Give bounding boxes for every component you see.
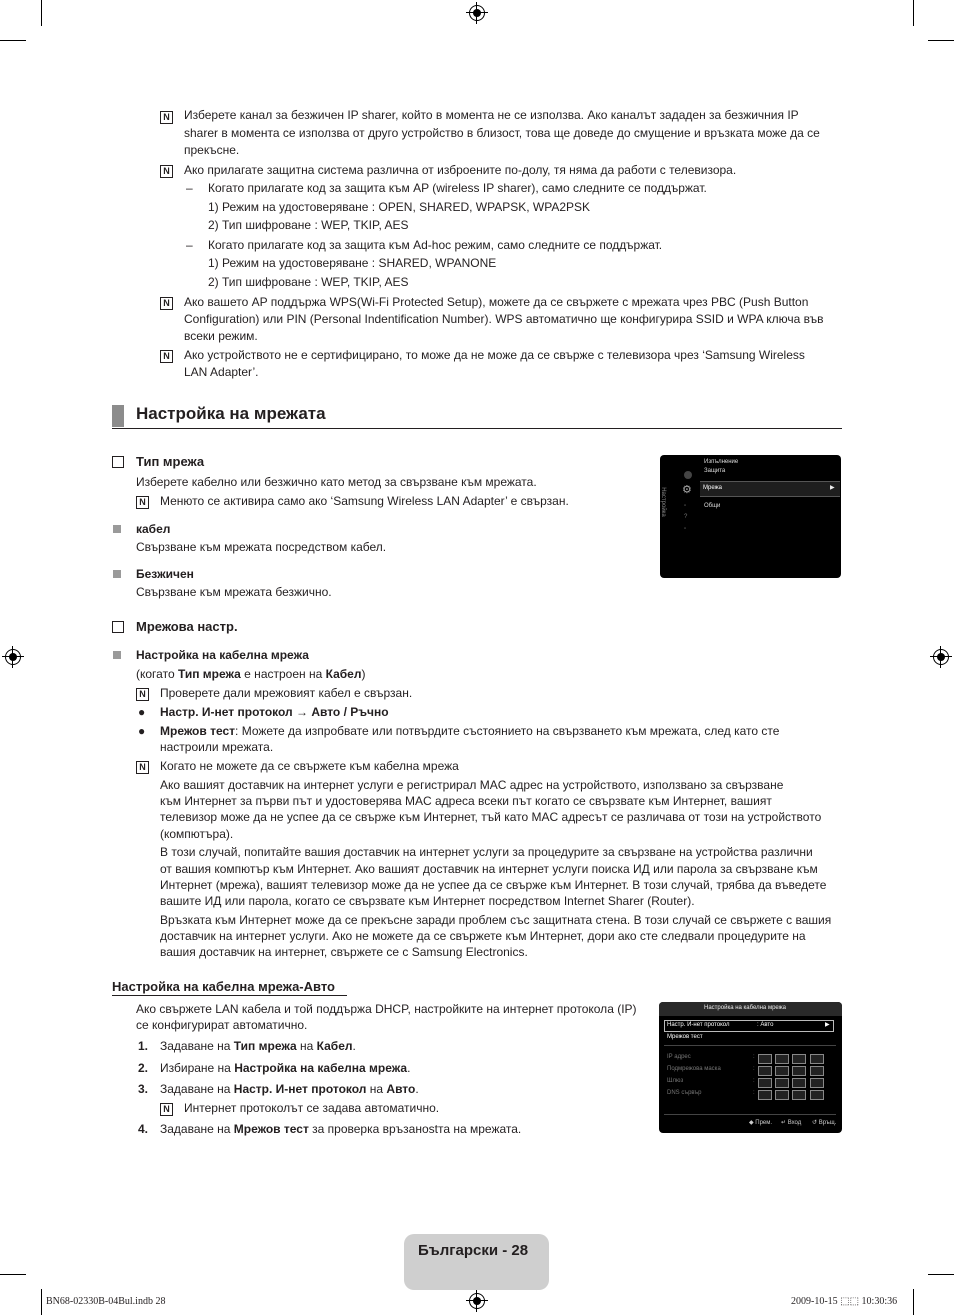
ip-octet-cell — [792, 1066, 806, 1076]
note-text: sharer в момента се използва от друго устройство в близост, това ще доведе до смущение и връзката може да се — [184, 126, 820, 140]
print-file: BN68-02330B-04Bul.indb 28 — [46, 1296, 166, 1307]
note-icon — [160, 165, 173, 178]
ip-field-label: Подмрежова маска — [667, 1066, 721, 1072]
note-text: 1) Режим на удостоверяване : SHARED, WPANONE — [208, 256, 497, 270]
ip-field-label: Шлюз — [667, 1078, 684, 1084]
print-date: 2009-10-15 ⬚⬚ 10:30:36 — [791, 1296, 898, 1307]
para-line: Връзката към Интернет може да се прекъсне заради проблем със защитната стена. В този случай се свържете с вашия — [160, 913, 832, 927]
ip-octet-cell — [758, 1078, 772, 1088]
crop-mark — [0, 40, 26, 41]
ip-octet-cell — [775, 1090, 789, 1100]
crop-mark — [928, 40, 954, 41]
tv-settings-menu — [660, 455, 841, 578]
divider — [664, 1114, 836, 1115]
note-text: LAN Adapter’. — [184, 365, 259, 379]
para-line: В този случай, попитайте вашия доставчик на интернет услуги за процедурите за свързване на устройства различни — [160, 845, 813, 859]
note-text: всеки режим. — [184, 329, 258, 343]
note-text: Ако прилагате защитна система различна от изброените по-долу, тя няма да работи с телевизора. — [184, 163, 737, 177]
protocol-label: Настр. И-нет протокол — [667, 1022, 730, 1028]
ip-octet-cell — [792, 1054, 806, 1064]
dash: – — [186, 181, 193, 195]
note-text: 2) Тип шифроване : WEP, TKIP, AES — [208, 218, 409, 232]
ip-octet-cell — [792, 1078, 806, 1088]
step-number: 2. — [138, 1061, 149, 1075]
registration-mark-icon — [5, 649, 21, 665]
section-bar — [112, 405, 124, 427]
square-bullet-icon — [113, 651, 121, 659]
para-line: от вашия компютър към Интернет. Ако вашият доставчик на интернет услуги поиска ИД или парола за свързване към — [160, 862, 818, 876]
network-test-item[interactable]: Мрежов тест — [667, 1034, 703, 1040]
wireless-title: Безжичен — [136, 567, 194, 581]
ip-octet-cell — [810, 1078, 824, 1088]
step-4: Задаване на Мрежов тест за проверка връзанostта на мрежата. — [160, 1122, 522, 1136]
protocol-row[interactable] — [664, 1020, 834, 1032]
arrow-right-icon: ▶ — [830, 485, 835, 491]
note-text: 1) Режим на удостоверяване : OPEN, SHARED, WPAPSK, WPA2PSK — [208, 200, 591, 214]
ip-octet-cell — [810, 1090, 824, 1100]
square-bullet-icon — [113, 570, 121, 578]
ip-octet-cell — [758, 1066, 772, 1076]
ip-octet-cell — [758, 1090, 772, 1100]
note-text: Ако вашето AP поддържа WPS(Wi-Fi Protected Setup), можете да се свържете с мрежата чрез PBC (Push Button — [184, 295, 809, 309]
colon: : — [753, 1066, 755, 1072]
step-3: Задаване на Настр. И-нет протокол на Авто. — [160, 1082, 419, 1096]
para-line: към Интернет за първи път и удостоверява MAC адреса всеки път когато се свързвате към Интернет, вашият — [160, 794, 772, 808]
dash: – — [186, 238, 193, 252]
cannot-connect-note: Когато не можете да се свържете към кабелна мрежа — [160, 759, 459, 773]
tv-menu-selection[interactable] — [700, 481, 840, 497]
ip-field-label: DNS сървър — [667, 1090, 702, 1096]
note-text: Изберете канал за безжичен IP sharer, който в момента не се използва. Ако каналът зададен за безжичния IP — [184, 108, 799, 122]
step-2: Избиране на Настройка на кабелна мрежа. — [160, 1061, 411, 1075]
para-line: вашите ИД или парола, когато се свързвате към Интернет посредством Internet Sharer (Router). — [160, 894, 695, 908]
note-text: прекъсне. — [184, 143, 240, 157]
square-bullet-icon — [113, 525, 121, 533]
section-title: Настройка на мрежата — [136, 404, 326, 423]
auto-heading: Настройка на кабелна мрежа-Авто — [112, 979, 335, 994]
step-number: 1. — [138, 1039, 149, 1053]
registration-mark-icon — [933, 649, 949, 665]
crop-mark — [913, 0, 914, 26]
para-line: телевизор може да не успее да се свърже към Интернет, тъй като MAC адресът се различава от този на устройството — [160, 810, 822, 824]
note-text: Ако устройството не е сертифицирано, то може да не може да се свърже с телевизора чрез ‘Samsung Wireless — [184, 348, 805, 362]
para-line: вашия доставчик на интернет, свържете се с Samsung Electronics. — [160, 945, 528, 959]
network-setup-heading: Мрежова настр. — [136, 619, 238, 634]
ip-octet-cell — [810, 1054, 824, 1064]
colon: : — [753, 1078, 755, 1084]
bullet-icon: ● — [138, 724, 146, 738]
network-type-note: Менюто се активира само ако ‘Samsung Wireless LAN Adapter’ е свързан. — [160, 494, 569, 508]
tv-menu-item[interactable]: Общи — [704, 503, 721, 509]
step-3-note: Интернет протоколът се задава автоматично. — [184, 1101, 440, 1115]
gear-icon: ⚙ — [682, 484, 692, 496]
checkbox-bullet-icon — [112, 621, 124, 633]
tv-menu-item[interactable]: Изпълнение — [704, 459, 739, 465]
auto-intro: се конфигурират автоматично. — [136, 1018, 308, 1032]
note-text: Когато прилагате код за защита към Ad-hoc режим, само следните се поддържат. — [208, 238, 663, 252]
ip-octet-cell — [792, 1090, 806, 1100]
tv-menu-item-selected: Мрежа — [703, 485, 722, 491]
check-note: Проверете дали мрежовият кабел е свързан. — [160, 686, 413, 700]
note-icon — [160, 1103, 173, 1116]
auto-heading-underline — [112, 995, 347, 996]
note-text: 2) Тип шифроване : WEP, TKIP, AES — [208, 275, 409, 289]
nav-return-hint: ↺ Връщ. — [812, 1120, 837, 1126]
para-line: доставчик на интернет услуги. Ако не можете да се свържете към Интернет, дори ако сте следвали процедурите на — [160, 929, 806, 943]
note-icon — [136, 688, 149, 701]
network-type-heading: Тип мрежа — [136, 454, 205, 469]
tv-input-icon: ▫ — [684, 503, 687, 509]
registration-mark-icon — [469, 5, 485, 21]
note-icon — [136, 496, 149, 509]
apps-icon: ▫ — [684, 526, 687, 532]
auto-intro: Ако свържете LAN кабела и той поддържа DHCP, настройките на интернет протокола (IP) — [136, 1002, 637, 1016]
crop-mark — [913, 1289, 914, 1315]
divider — [664, 1045, 836, 1046]
ip-octet-cell — [758, 1054, 772, 1064]
step-1: Задаване на Тип мрежа на Кабел. — [160, 1039, 356, 1053]
para-line: (компютъра). — [160, 827, 234, 841]
wired-title: Настройка на кабелна мрежа — [136, 648, 309, 662]
para-line: Интернет (мрежа), вашият телевизор може да не успее да се свърже към Интернет. В този случай, трябва да въведете — [160, 878, 827, 892]
crop-mark — [41, 0, 42, 26]
cable-title: кабел — [136, 522, 171, 536]
ip-octet-cell — [775, 1054, 789, 1064]
crop-mark — [928, 1274, 954, 1275]
note-text: Когато прилагате код за защита към AP (wireless IP sharer), само следните се поддържат. — [208, 181, 707, 195]
section-rule — [112, 428, 842, 429]
nav-move-hint: ◆ Прем. — [749, 1120, 773, 1126]
ip-field-label: IP адрес — [667, 1054, 691, 1060]
step-number: 4. — [138, 1122, 149, 1136]
note-icon — [136, 761, 149, 774]
test-bullet-line2: настроили мрежата. — [160, 740, 274, 754]
wired-condition: (когато Тип мрежа е настроен на Кабел) — [136, 667, 366, 681]
tv-wired-title: Настройка на кабелна мрежа — [704, 1005, 787, 1011]
ip-octet-cell — [810, 1066, 824, 1076]
protocol-bullet: Настр. И-нет протокол → Авто / Ръчно — [160, 705, 389, 719]
bullet-icon: ● — [138, 705, 146, 719]
protocol-value: : Авто — [757, 1022, 774, 1028]
tv-wired-setup-screen — [659, 1002, 842, 1133]
note-icon — [160, 297, 173, 310]
help-icon: ? — [684, 514, 688, 520]
checkbox-bullet-icon — [112, 456, 124, 468]
cable-desc: Свързване към мрежата посредством кабел. — [136, 540, 387, 554]
crop-mark — [0, 1274, 26, 1275]
wireless-desc: Свързване към мрежата безжично. — [136, 585, 332, 599]
page-number: Български - 28 — [418, 1242, 529, 1259]
test-bullet: Мрежов тест: Можете да изпробвате или потвърдите състоянието на свързването към мрежата, след като сте — [160, 724, 780, 738]
colon: : — [753, 1054, 755, 1060]
network-type-desc: Изберете кабелно или безжично като метод за свързване към мрежата. — [136, 475, 537, 489]
registration-mark-icon — [469, 1293, 485, 1309]
step-number: 3. — [138, 1082, 149, 1096]
nav-enter-hint: ↵ Вход — [781, 1120, 802, 1126]
note-icon — [160, 111, 173, 124]
tv-side-label: Настройка — [659, 487, 666, 517]
tv-menu-item[interactable]: Защита — [704, 468, 726, 474]
note-text: Configuration) или PIN (Personal Indentification Number). WPS автоматично ще конфигурира SSID и WPA ключа във — [184, 312, 824, 326]
ip-octet-cell — [775, 1066, 789, 1076]
arrow-right-icon: ▶ — [825, 1022, 830, 1028]
ip-octet-cell — [775, 1078, 789, 1088]
para-line: Ако вашият доставчик на интернет услуги е регистрирал MAC адрес на устройството, използвано за свързване — [160, 778, 784, 792]
colon: : — [753, 1090, 755, 1096]
note-icon — [160, 350, 173, 363]
crop-mark — [41, 1289, 42, 1315]
tv-picture-icon — [684, 471, 692, 479]
